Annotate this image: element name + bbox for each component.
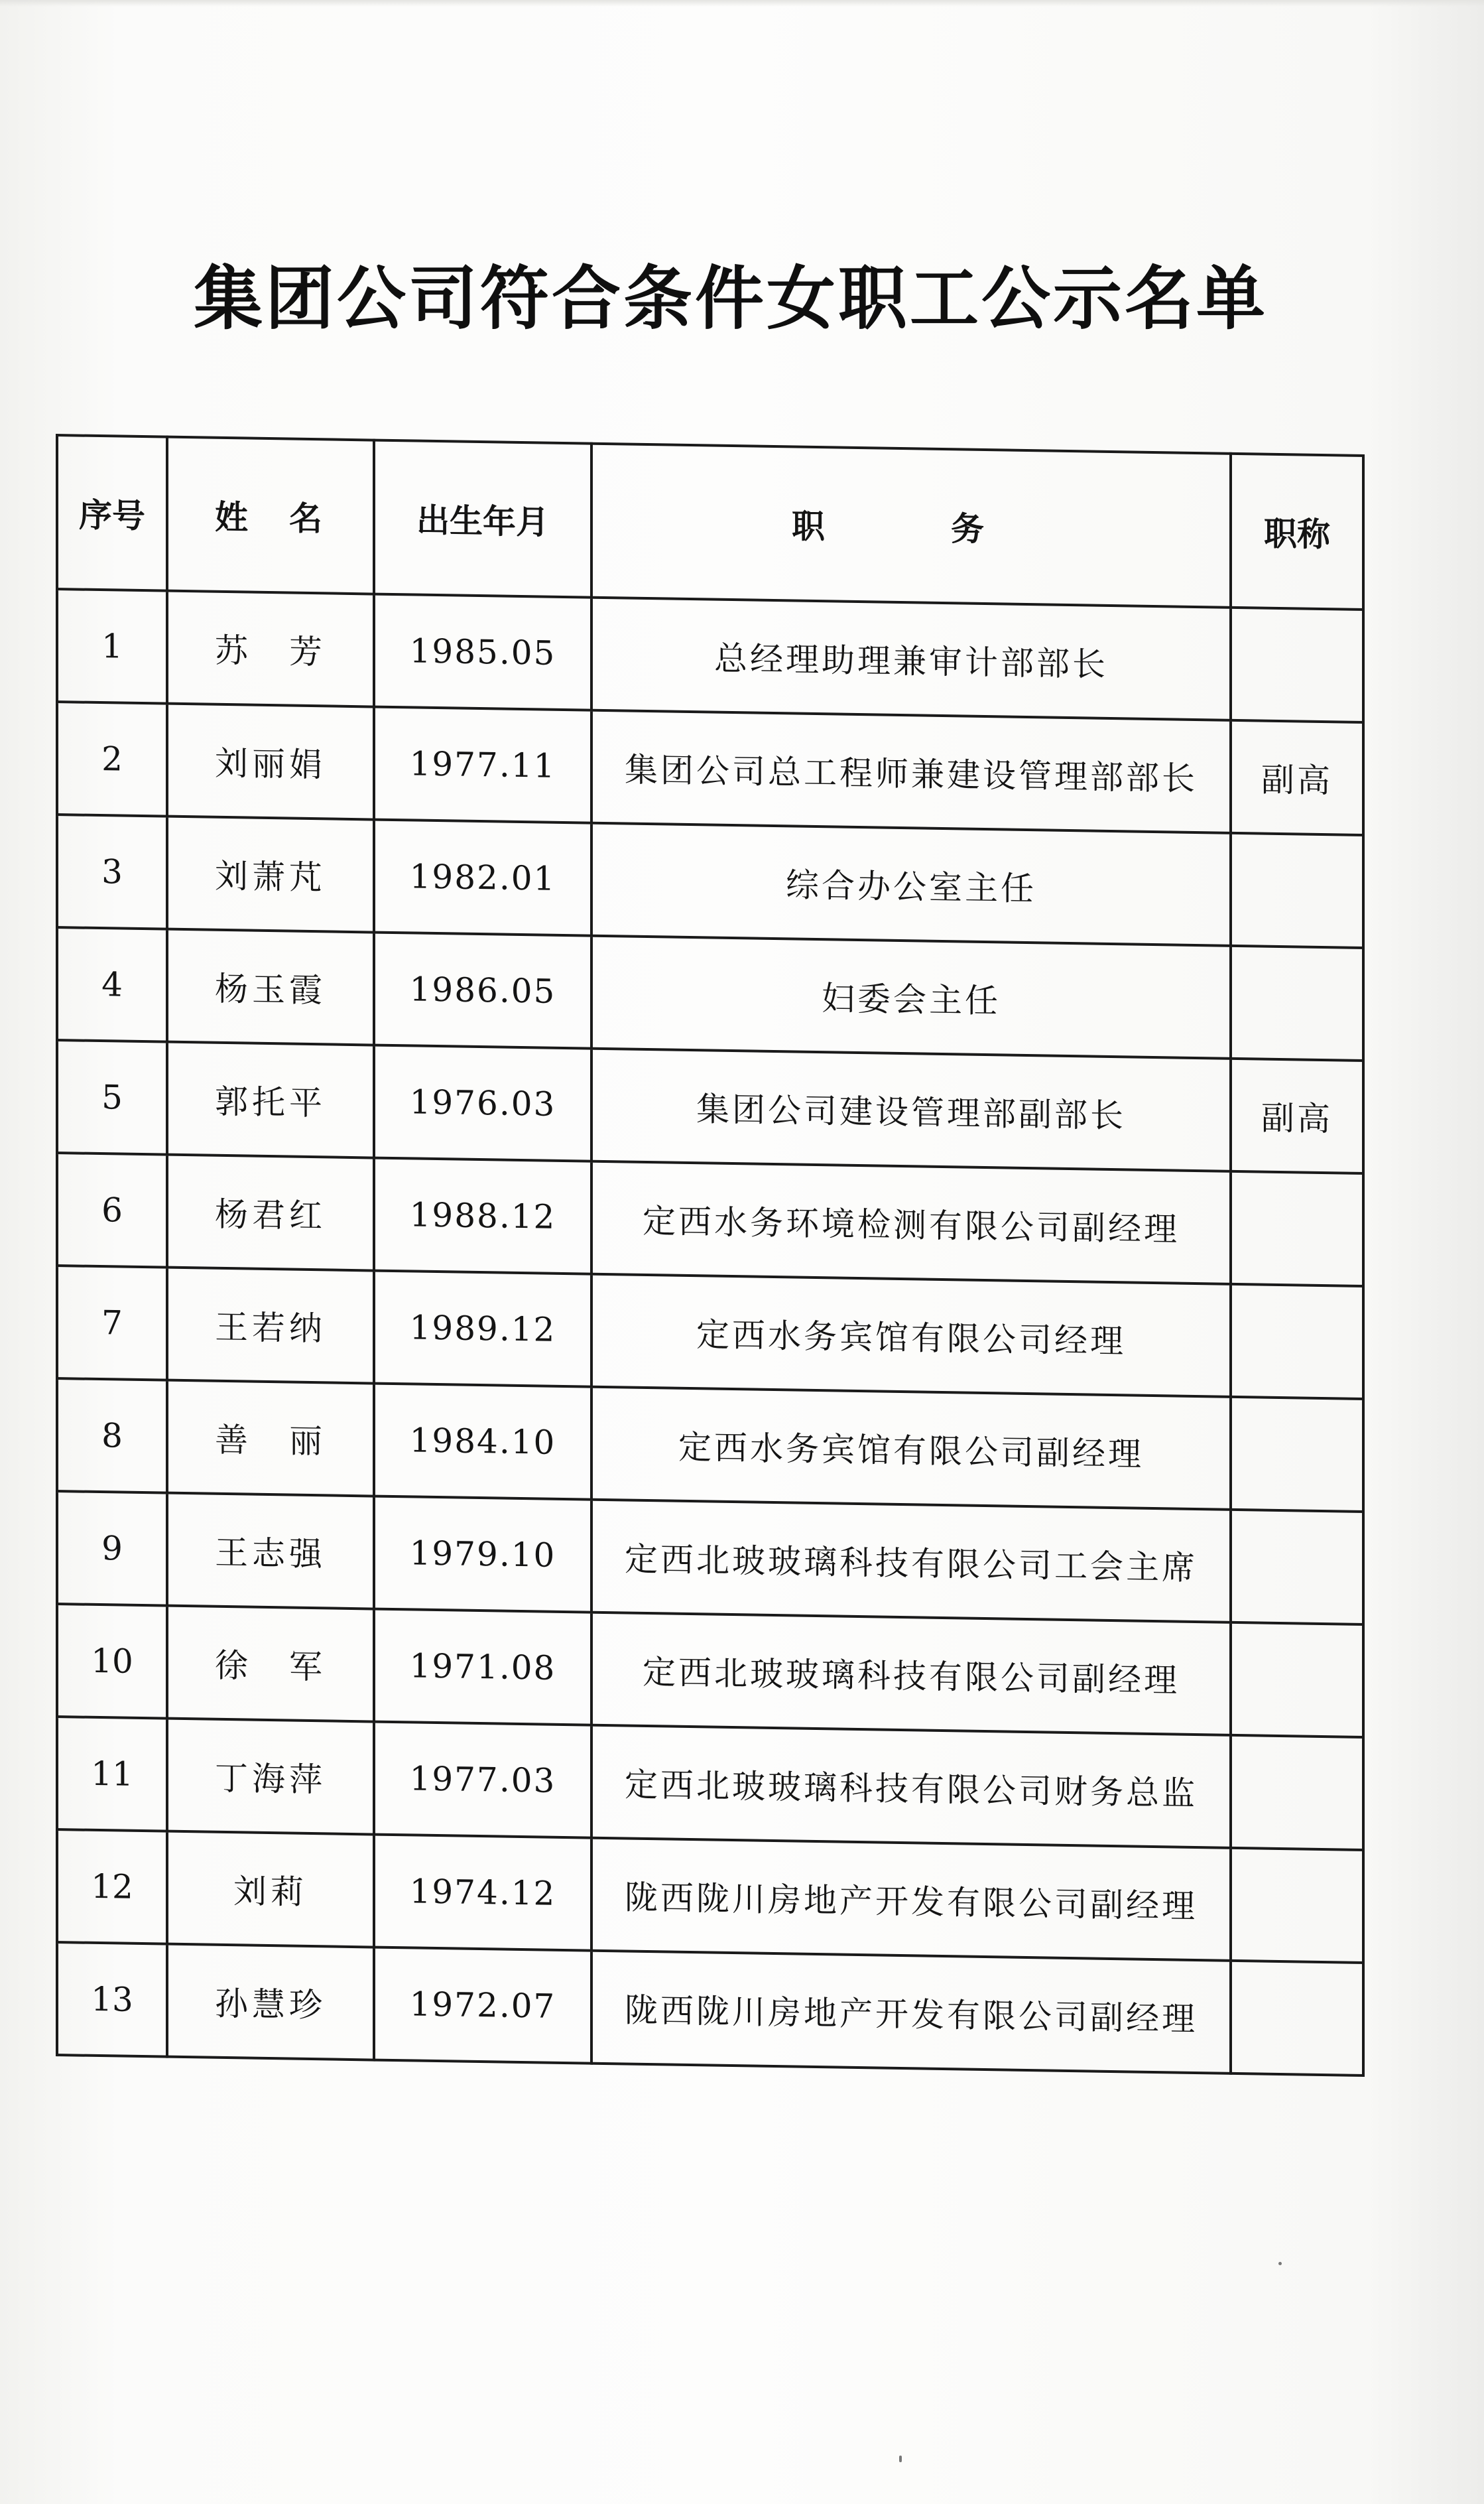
- table-row: [57, 1040, 1363, 1173]
- header-birth-date: 出生年月: [374, 440, 591, 598]
- cell-position: 定西北玻玻璃科技有限公司财务总监: [591, 1725, 1231, 1848]
- cell-professional-title: [1231, 608, 1363, 722]
- cell-birth-date: 1984.10: [374, 1384, 591, 1500]
- cell-name: 苏 芳: [167, 591, 374, 707]
- cell-name: 杨君红: [167, 1155, 374, 1271]
- table-row: [57, 589, 1363, 722]
- cell-professional-title: 副高: [1231, 720, 1363, 835]
- table-row: [57, 1717, 1363, 1850]
- document-title: 集团公司符合条件女职工公示名单: [194, 258, 1268, 339]
- cell-birth-date: 1977.11: [374, 707, 591, 823]
- cell-position: 定西北玻玻璃科技有限公司副经理: [591, 1613, 1231, 1735]
- cell-position: 集团公司建设管理部副部长: [591, 1049, 1231, 1171]
- header-position: 职 务: [591, 444, 1231, 608]
- cell-serial-number: 6: [57, 1153, 167, 1268]
- scan-speck: [1278, 2262, 1282, 2265]
- cell-position: 陇西陇川房地产开发有限公司副经理: [591, 1951, 1231, 2074]
- cell-professional-title: [1231, 946, 1363, 1061]
- cell-name: 刘丽娟: [167, 704, 374, 820]
- cell-professional-title: [1231, 1735, 1363, 1850]
- cell-serial-number: 11: [57, 1717, 167, 1831]
- cell-name: 刘萧芃: [167, 817, 374, 933]
- cell-position: 综合办公室主任: [591, 823, 1231, 946]
- cell-name: 孙慧珍: [167, 1944, 374, 2060]
- cell-position: 定西水务宾馆有限公司副经理: [591, 1387, 1231, 1510]
- cell-position: 定西水务环境检测有限公司副经理: [591, 1161, 1231, 1284]
- table-row: [57, 1378, 1363, 1512]
- cell-professional-title: [1231, 1961, 1363, 2076]
- cell-birth-date: 1982.01: [374, 820, 591, 936]
- cell-professional-title: [1231, 1622, 1363, 1737]
- cell-serial-number: 1: [57, 589, 167, 704]
- cell-birth-date: 1986.05: [374, 933, 591, 1049]
- cell-serial-number: 8: [57, 1378, 167, 1493]
- cell-name: 徐 军: [167, 1606, 374, 1722]
- cell-birth-date: 1971.08: [374, 1609, 591, 1725]
- cell-name: 杨玉霞: [167, 929, 374, 1045]
- cell-serial-number: 2: [57, 702, 167, 817]
- table-row: [57, 1942, 1363, 2076]
- table-row: [57, 927, 1363, 1061]
- cell-position: 定西水务宾馆有限公司经理: [591, 1274, 1231, 1397]
- table-row: [57, 702, 1363, 835]
- table-row: [57, 1829, 1363, 1963]
- roster-table: [56, 434, 1365, 2077]
- cell-serial-number: 7: [57, 1266, 167, 1380]
- cell-serial-number: 5: [57, 1040, 167, 1155]
- cell-serial-number: 10: [57, 1604, 167, 1719]
- cell-professional-title: 副高: [1231, 1059, 1363, 1173]
- cell-birth-date: 1985.05: [374, 594, 591, 710]
- cell-professional-title: [1231, 833, 1363, 948]
- cell-position: 集团公司总工程师兼建设管理部部长: [591, 710, 1231, 833]
- cell-serial-number: 3: [57, 815, 167, 929]
- cell-professional-title: [1231, 1510, 1363, 1624]
- header-name: 姓 名: [167, 437, 374, 594]
- cell-birth-date: 1989.12: [374, 1271, 591, 1387]
- cell-name: 丁海萍: [167, 1719, 374, 1835]
- cell-serial-number: 12: [57, 1829, 167, 1944]
- cell-name: 王若纳: [167, 1268, 374, 1384]
- cell-serial-number: 4: [57, 927, 167, 1042]
- cell-name: 郭托平: [167, 1042, 374, 1158]
- cell-serial-number: 9: [57, 1491, 167, 1606]
- table-row: [57, 1604, 1363, 1737]
- scan-speck: [899, 2456, 902, 2462]
- header-professional-title: 职称: [1231, 454, 1363, 610]
- cell-birth-date: 1988.12: [374, 1158, 591, 1274]
- table-row: [57, 1266, 1363, 1399]
- cell-birth-date: 1972.07: [374, 1947, 591, 2064]
- table-row: [57, 1153, 1363, 1286]
- cell-professional-title: [1231, 1284, 1363, 1399]
- cell-professional-title: [1231, 1397, 1363, 1512]
- cell-serial-number: 13: [57, 1942, 167, 2057]
- cell-birth-date: 1979.10: [374, 1496, 591, 1613]
- table-row: [57, 815, 1363, 948]
- header-serial-number: 序号: [57, 435, 167, 591]
- cell-birth-date: 1974.12: [374, 1835, 591, 1951]
- cell-professional-title: [1231, 1848, 1363, 1963]
- table-header-row: [57, 435, 1363, 610]
- cell-name: 善 丽: [167, 1380, 374, 1496]
- cell-position: 妇委会主任: [591, 936, 1231, 1059]
- cell-position: 陇西陇川房地产开发有限公司副经理: [591, 1838, 1231, 1961]
- cell-position: 定西北玻玻璃科技有限公司工会主席: [591, 1500, 1231, 1622]
- scan-edge-shadow: [0, 0, 1484, 7]
- cell-professional-title: [1231, 1171, 1363, 1286]
- cell-name: 王志强: [167, 1493, 374, 1609]
- cell-name: 刘莉: [167, 1831, 374, 1947]
- cell-birth-date: 1977.03: [374, 1722, 591, 1838]
- table-row: [57, 1491, 1363, 1624]
- cell-birth-date: 1976.03: [374, 1045, 591, 1161]
- cell-position: 总经理助理兼审计部部长: [591, 598, 1231, 720]
